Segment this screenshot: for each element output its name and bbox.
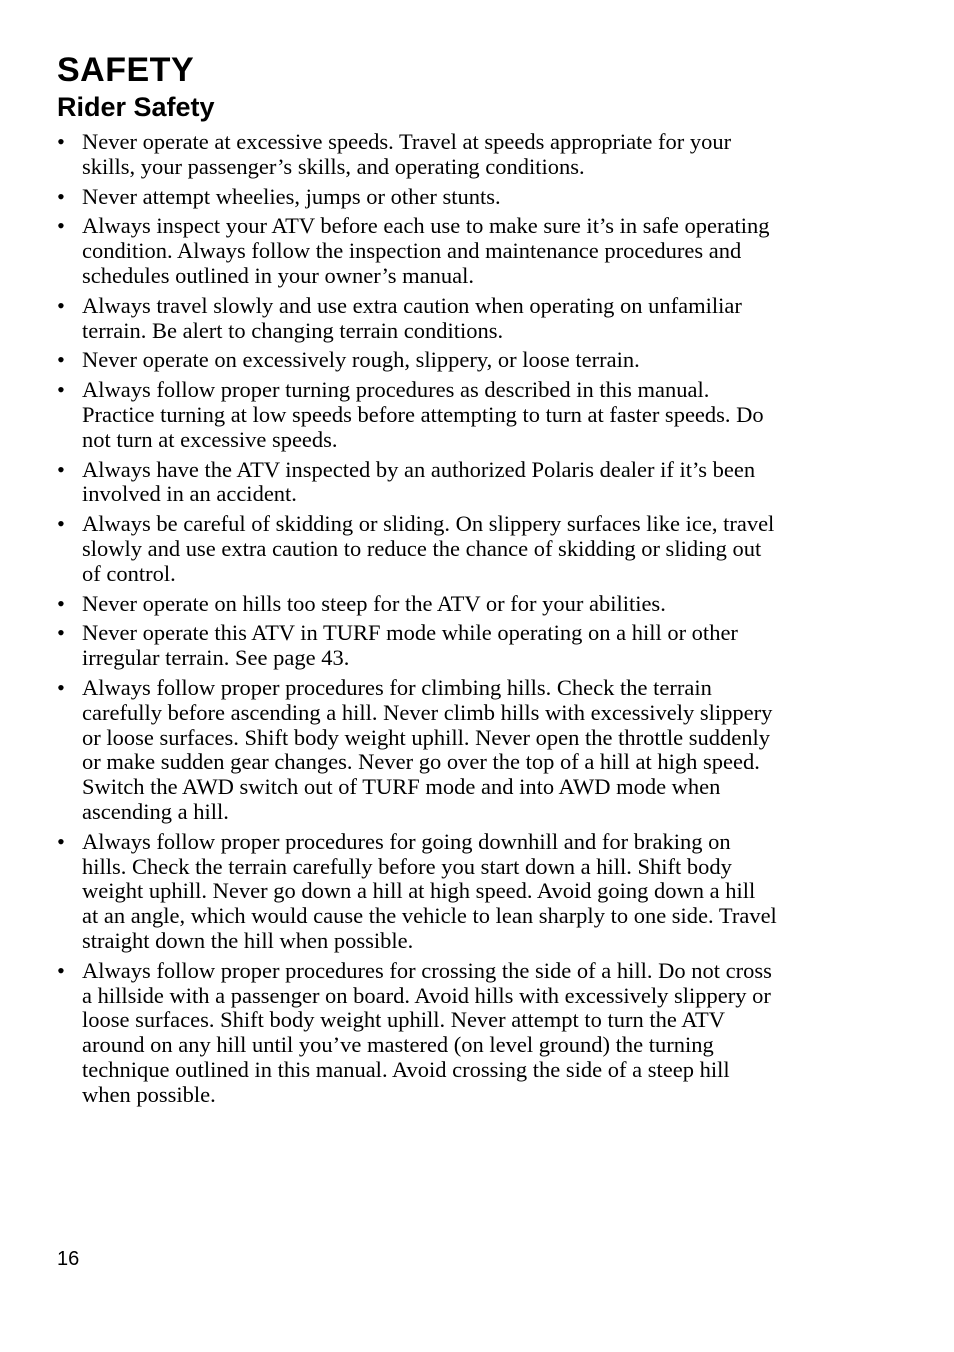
- list-item-text: Always be careful of skidding or sliding. On slippery surfaces like ice, travel slowly and use extra caution to reduce the chance of skidding or sliding out of control.: [82, 511, 775, 586]
- list-item: [57, 185, 777, 210]
- list-item-text: Always inspect your ATV before each use to make sure it’s in safe operating condition. Always follow the inspection and maintenance procedures and schedules outlined in your owner’s manual.: [82, 213, 770, 288]
- rider-safety-list: [57, 130, 777, 1112]
- list-item-text: Always follow proper procedures for crossing the side of a hill. Do not cross a hillside with a passenger on board. Avoid hills with excessively slippery or loose surfaces. Shift body weight uphill. Never attempt to turn the ATV around on any hill until you’ve mastered (on level ground) the turning technique outlined in this manual. Avoid crossing the side of a steep hill when possible.: [82, 957, 772, 1107]
- list-item: [57, 959, 777, 1108]
- list-item-text: Always follow proper turning procedures as described in this manual. Practice turning at low speeds before attempting to turn at faster speeds. Do not turn at excessive speeds.: [82, 377, 764, 452]
- bullet-icon: •: [57, 590, 65, 616]
- bullet-icon: •: [57, 377, 65, 403]
- list-item-text: Never attempt wheelies, jumps or other stunts.: [82, 183, 501, 209]
- list-item: [57, 348, 777, 373]
- section-title: SAFETY: [57, 51, 195, 89]
- list-item-text: Always travel slowly and use extra caution when operating on unfamiliar terrain. Be alert to changing terrain conditions.: [82, 292, 742, 343]
- list-item: [57, 830, 777, 954]
- list-item-text: Never operate on hills too steep for the ATV or for your abilities.: [82, 590, 666, 616]
- list-item-text: Never operate at excessive speeds. Travel at speeds appropriate for your skills, your passenger’s skills, and operating conditions.: [82, 129, 732, 179]
- list-item: [57, 512, 777, 586]
- list-item: [57, 592, 777, 617]
- list-item: [57, 378, 777, 452]
- bullet-icon: •: [57, 129, 65, 154]
- bullet-icon: •: [57, 292, 65, 318]
- list-item: [57, 294, 777, 344]
- list-item: [57, 214, 777, 288]
- list-item: [57, 458, 777, 508]
- list-item-text: Never operate this ATV in TURF mode while operating on a hill or other irregular terrain. See page 43.: [82, 620, 738, 671]
- bullet-icon: •: [57, 456, 65, 482]
- bullet-icon: •: [57, 957, 65, 983]
- bullet-icon: •: [57, 347, 65, 373]
- bullet-icon: •: [57, 183, 65, 209]
- list-item: [57, 676, 777, 825]
- list-item-text: Never operate on excessively rough, slippery, or loose terrain.: [82, 347, 640, 373]
- list-item: [57, 130, 777, 180]
- list-item-text: Always have the ATV inspected by an authorized Polaris dealer if it’s been involved in an accident.: [82, 456, 756, 507]
- bullet-icon: •: [57, 213, 65, 239]
- list-item-text: Always follow proper procedures for going downhill and for braking on hills. Check the terrain carefully before you start down a hill. Shift body weight uphill. Never go down a hill at high speed. Avoid going down a hill at an angle, which would cause the vehicle to lean sharply to one side. Travel straight down the hill when possible.: [82, 828, 777, 953]
- bullet-icon: •: [57, 620, 65, 646]
- page-number: 16: [57, 1248, 80, 1270]
- list-item: [57, 621, 777, 671]
- bullet-icon: •: [57, 511, 65, 537]
- list-item-text: Always follow proper procedures for climbing hills. Check the terrain carefully before ascending a hill. Never climb hills with excessively slippery or loose surfaces. Shift body weight uphill. Never open the throttle suddenly or make sudden gear changes. Never go over the top of a hill at high speed. Switch the AWD switch out of TURF mode and into AWD mode when ascending a hill.: [82, 674, 773, 824]
- bullet-icon: •: [57, 828, 65, 854]
- subsection-title: Rider Safety: [57, 92, 215, 122]
- bullet-icon: •: [57, 674, 65, 700]
